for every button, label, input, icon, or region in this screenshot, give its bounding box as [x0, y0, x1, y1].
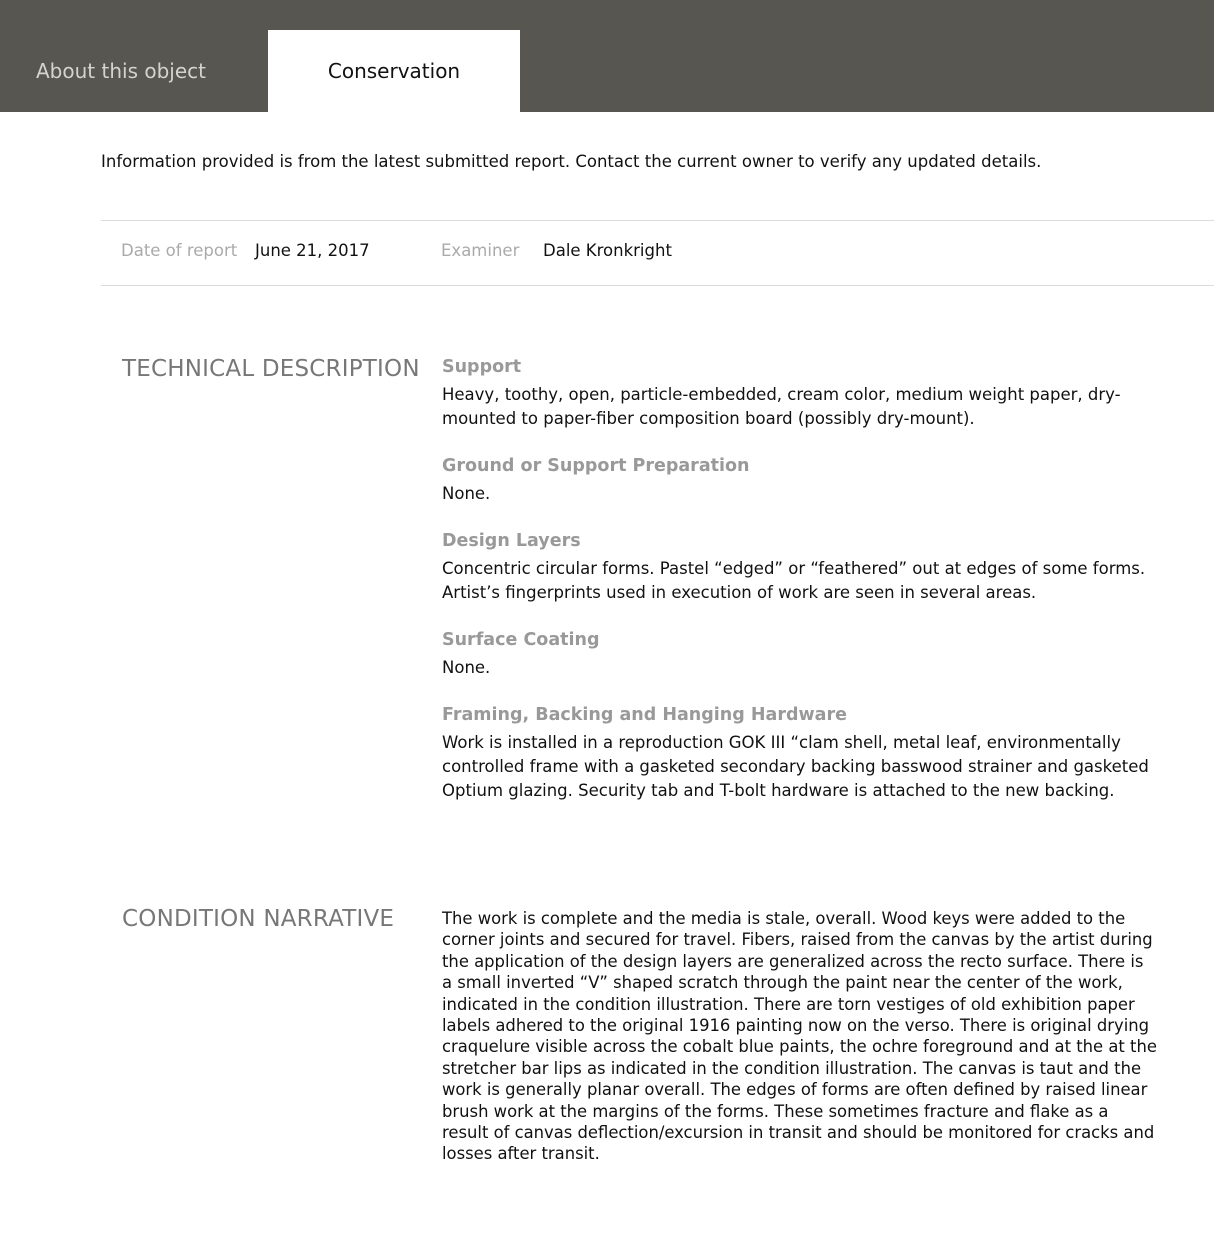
field-value: None. — [442, 658, 491, 677]
field-label: Framing, Backing and Hanging Hardware — [442, 705, 847, 725]
technical-description-details — [442, 354, 1162, 825]
date-of-report-value: June 21, 2017 — [255, 241, 370, 260]
tab-bar — [0, 0, 1214, 112]
field-label: Ground or Support Preparation — [442, 456, 750, 476]
field-ground-preparation — [442, 453, 1162, 506]
examiner-value: Dale Kronkright — [543, 241, 672, 260]
field-value: Work is installed in a reproduction GOK III “clam shell, metal leaf, environmentally controlled frame with a gasketed secondary backing basswood strainer and gasketed Optium glazing. Security tab and T-bolt hardware is attached to the new backing. — [442, 733, 1149, 800]
field-value: Concentric circular forms. Pastel “edged” or “feathered” out at edges of some forms. Artist’s fingerprints used in execution of work are seen in several areas. — [442, 559, 1146, 602]
field-surface-coating — [442, 627, 1162, 680]
field-label: Design Layers — [442, 531, 581, 551]
field-framing-hardware — [442, 702, 1162, 803]
examiner-label: Examiner — [441, 241, 520, 260]
tab-about-this-object[interactable]: About this object — [36, 59, 206, 83]
condition-narrative-text: The work is complete and the media is stale, overall. Wood keys were added to the corner joints and secured for travel. Fibers, raised from the canvas by the artist during the application of the design layers are generalized across the recto surface. There is a small inverted “V” shaped scratch through the paint near the center of the work, indicated in the condition illustration. There are torn vestiges of old exhibition paper labels adhered to the original 1916 painting now on the verso. There is original drying craquelure visible across the cobalt blue paints, the ochre foreground and at the at the stretcher bar lips as indicated in the condition illustration. The canvas is taut and the work is generally planar overall. The edges of forms are often defined by raised linear brush work at the margins of the forms. These sometimes fracture and flake as a result of canvas deflection/excursion in transit and should be monitored for cracks and losses after transit. — [442, 909, 1157, 1164]
tab-conservation[interactable]: Conservation — [268, 30, 520, 112]
field-value: Heavy, toothy, open, particle-embedded, cream color, medium weight paper, dry-mounted to paper-fiber composition board (possibly dry-mount). — [442, 385, 1121, 428]
field-support — [442, 354, 1162, 431]
field-label: Surface Coating — [442, 630, 600, 650]
field-label: Support — [442, 357, 522, 377]
field-design-layers — [442, 528, 1162, 605]
condition-narrative-title: CONDITION NARRATIVE — [122, 906, 395, 932]
report-meta — [101, 220, 1214, 286]
technical-description-title: TECHNICAL DESCRIPTION — [122, 356, 420, 382]
date-of-report-label: Date of report — [121, 241, 238, 260]
info-notice: Information provided is from the latest submitted report. Contact the current owner to verify any updated details. — [101, 152, 1042, 171]
field-value: None. — [442, 484, 491, 503]
